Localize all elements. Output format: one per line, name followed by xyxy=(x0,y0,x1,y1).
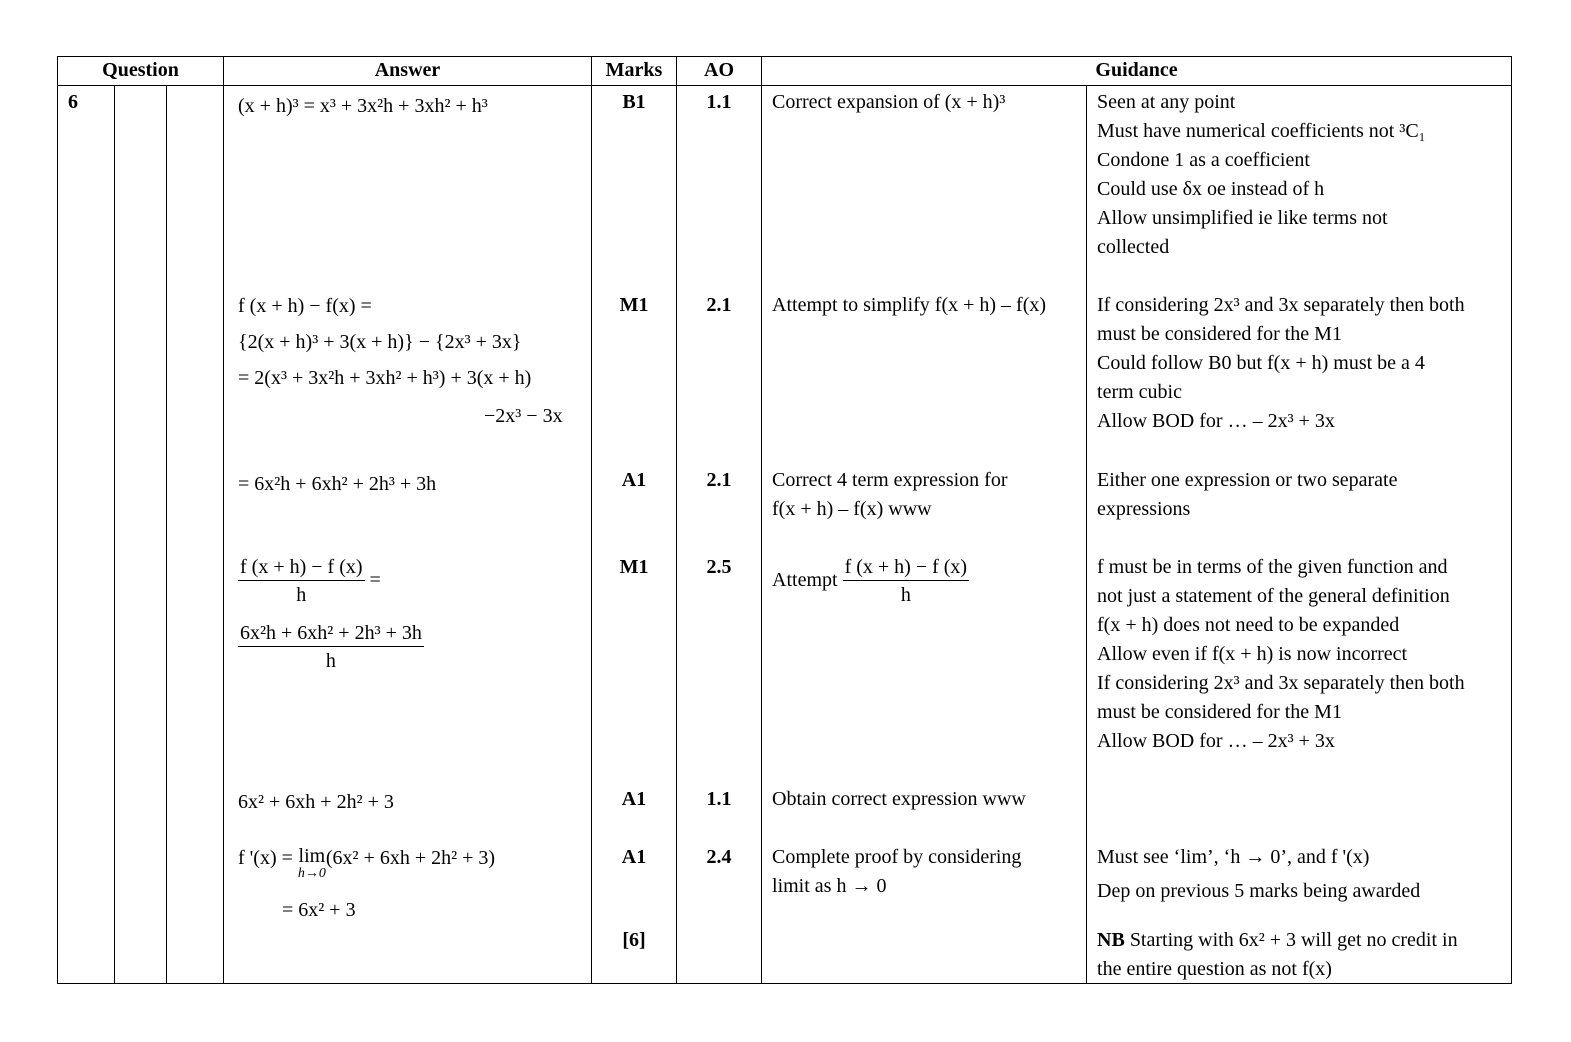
ao-value: 2.1 xyxy=(706,469,732,491)
question-number-cell xyxy=(58,86,115,984)
fraction-numerator: f (x + h) − f (x) xyxy=(843,554,970,581)
answer-line: (x + h)³ = x³ + 3x²h + 3xh² + h³ xyxy=(238,95,488,117)
guidance-line: Could follow B0 but f(x + h) must be a 4 xyxy=(1097,352,1425,374)
answer-cell xyxy=(224,86,592,984)
guidance-line: must be considered for the M1 xyxy=(1097,323,1342,345)
limit-expression xyxy=(238,844,495,880)
guidance-notes xyxy=(1097,553,1465,756)
mark-m1: M1 xyxy=(619,556,649,578)
ao-value: 1.1 xyxy=(706,91,732,113)
header-answer: Answer xyxy=(224,57,592,86)
nb-note xyxy=(1097,926,1458,984)
header-question: Question xyxy=(58,57,224,86)
header-row xyxy=(58,57,1512,86)
guidance-line: f must be in terms of the given function and xyxy=(1097,556,1448,578)
guidance-line: must be considered for the M1 xyxy=(1097,701,1342,723)
guidance-line: f(x + h) does not need to be expanded xyxy=(1097,614,1400,636)
nb-text: Starting with 6x² + 3 will get no credit in xyxy=(1124,929,1458,951)
limit-prefix: f '(x) = xyxy=(238,847,298,869)
fraction-numerator: f (x + h) − f (x) xyxy=(238,554,365,581)
answer-line: = 6x² + 3 xyxy=(282,899,356,921)
guidance-text: Obtain correct expression www xyxy=(772,788,1026,810)
fraction-denominator: h xyxy=(900,584,911,606)
guidance-line: Allow even if f(x + h) is now incorrect xyxy=(1097,643,1408,665)
header-ao: AO xyxy=(677,57,762,86)
mark-a1: A1 xyxy=(621,846,647,868)
guidance-text: limit as h → 0 xyxy=(772,875,887,897)
header-guidance: Guidance xyxy=(762,57,1512,86)
guidance-line: Allow unsimplified ie like terms not xyxy=(1097,207,1388,229)
answer-line: 6x² + 6xh + 2h² + 3 xyxy=(238,791,394,813)
mark-scheme-table xyxy=(57,56,1512,984)
question-subpart-cell xyxy=(167,86,224,984)
guidance-text: Correct 4 term expression for xyxy=(772,469,1008,491)
header-marks: Marks xyxy=(592,57,677,86)
mark-a1: A1 xyxy=(621,469,647,491)
fraction-numerator: 6x²h + 6xh² + 2h³ + 3h xyxy=(238,620,424,647)
answer-line: −2x³ − 3x xyxy=(484,405,563,427)
guidance-line: expressions xyxy=(1097,498,1191,520)
limit-word: lim xyxy=(298,845,326,867)
guidance-notes xyxy=(1097,843,1420,906)
guidance-line: Dep on previous 5 marks being awarded xyxy=(1097,880,1421,902)
ao-cell xyxy=(677,86,762,984)
guidance-line: not just a statement of the general definition xyxy=(1097,585,1450,607)
guidance-line: If considering 2x³ and 3x separately then both xyxy=(1097,672,1465,694)
guidance-text: Correct expansion of (x + h)³ xyxy=(772,91,1006,113)
guidance-notes xyxy=(1097,466,1397,524)
guidance-line: Either one expression or two separate xyxy=(1097,469,1398,491)
guidance-text: Attempt xyxy=(772,569,838,592)
marks-cell xyxy=(592,86,677,984)
limit-subscript: h→0 xyxy=(297,866,326,881)
fraction-denominator: h xyxy=(296,584,307,606)
mark-m1: M1 xyxy=(619,294,649,316)
difference-quotient xyxy=(238,554,381,609)
guidance-line: term cubic xyxy=(1097,381,1182,403)
guidance-line: Allow BOD for … – 2x³ + 3x xyxy=(1097,410,1335,432)
ao-value: 2.1 xyxy=(706,294,732,316)
guidance-line: Condone 1 as a coefficient xyxy=(1097,149,1310,171)
question-part-cell xyxy=(115,86,167,984)
guidance-line: Must see ‘lim’, ‘h → 0’, and f '(x) xyxy=(1097,846,1370,868)
guidance-right-cell xyxy=(1087,86,1512,984)
equals-sign: = xyxy=(369,569,381,592)
ao-value: 1.1 xyxy=(706,788,732,810)
guidance-notes xyxy=(1097,88,1426,262)
answer-line: f (x + h) − f(x) = xyxy=(238,295,372,317)
guidance-text: Complete proof by considering xyxy=(772,846,1022,868)
guidance-notes xyxy=(1097,291,1465,436)
total-marks: [6] xyxy=(622,929,646,951)
limit-body: (6x² + 6xh + 2h² + 3) xyxy=(325,847,496,869)
mark-b1: B1 xyxy=(622,91,646,113)
ao-value: 2.5 xyxy=(706,556,732,578)
guidance-line: If considering 2x³ and 3x separately then both xyxy=(1097,294,1465,316)
guidance-line: Allow BOD for … – 2x³ + 3x xyxy=(1097,730,1335,752)
answer-line: = 6x²h + 6xh² + 2h³ + 3h xyxy=(238,473,437,495)
nb-label: NB xyxy=(1097,929,1125,951)
ao-value: 2.4 xyxy=(706,846,732,868)
guidance-line: Seen at any point xyxy=(1097,91,1236,113)
guidance-attempt xyxy=(772,554,969,609)
guidance-text: f(x + h) – f(x) www xyxy=(772,498,932,520)
simplified-quotient xyxy=(238,620,424,675)
guidance-line: Must have numerical coefficients not ³C₁ xyxy=(1097,120,1426,142)
answer-line: = 2(x³ + 3x²h + 3xh² + h³) + 3(x + h) xyxy=(238,367,532,389)
guidance-text: Attempt to simplify f(x + h) – f(x) xyxy=(772,294,1047,316)
mark-a1: A1 xyxy=(621,788,647,810)
fraction-denominator: h xyxy=(325,650,336,672)
guidance-line: Could use δx oe instead of h xyxy=(1097,178,1325,200)
guidance-line: collected xyxy=(1097,236,1170,258)
question-6-row xyxy=(58,86,1512,984)
question-number: 6 xyxy=(68,91,78,113)
nb-text: the entire question as not f(x) xyxy=(1097,958,1332,980)
guidance-left-cell xyxy=(762,86,1087,984)
answer-line: {2(x + h)³ + 3(x + h)} − {2x³ + 3x} xyxy=(238,331,522,353)
